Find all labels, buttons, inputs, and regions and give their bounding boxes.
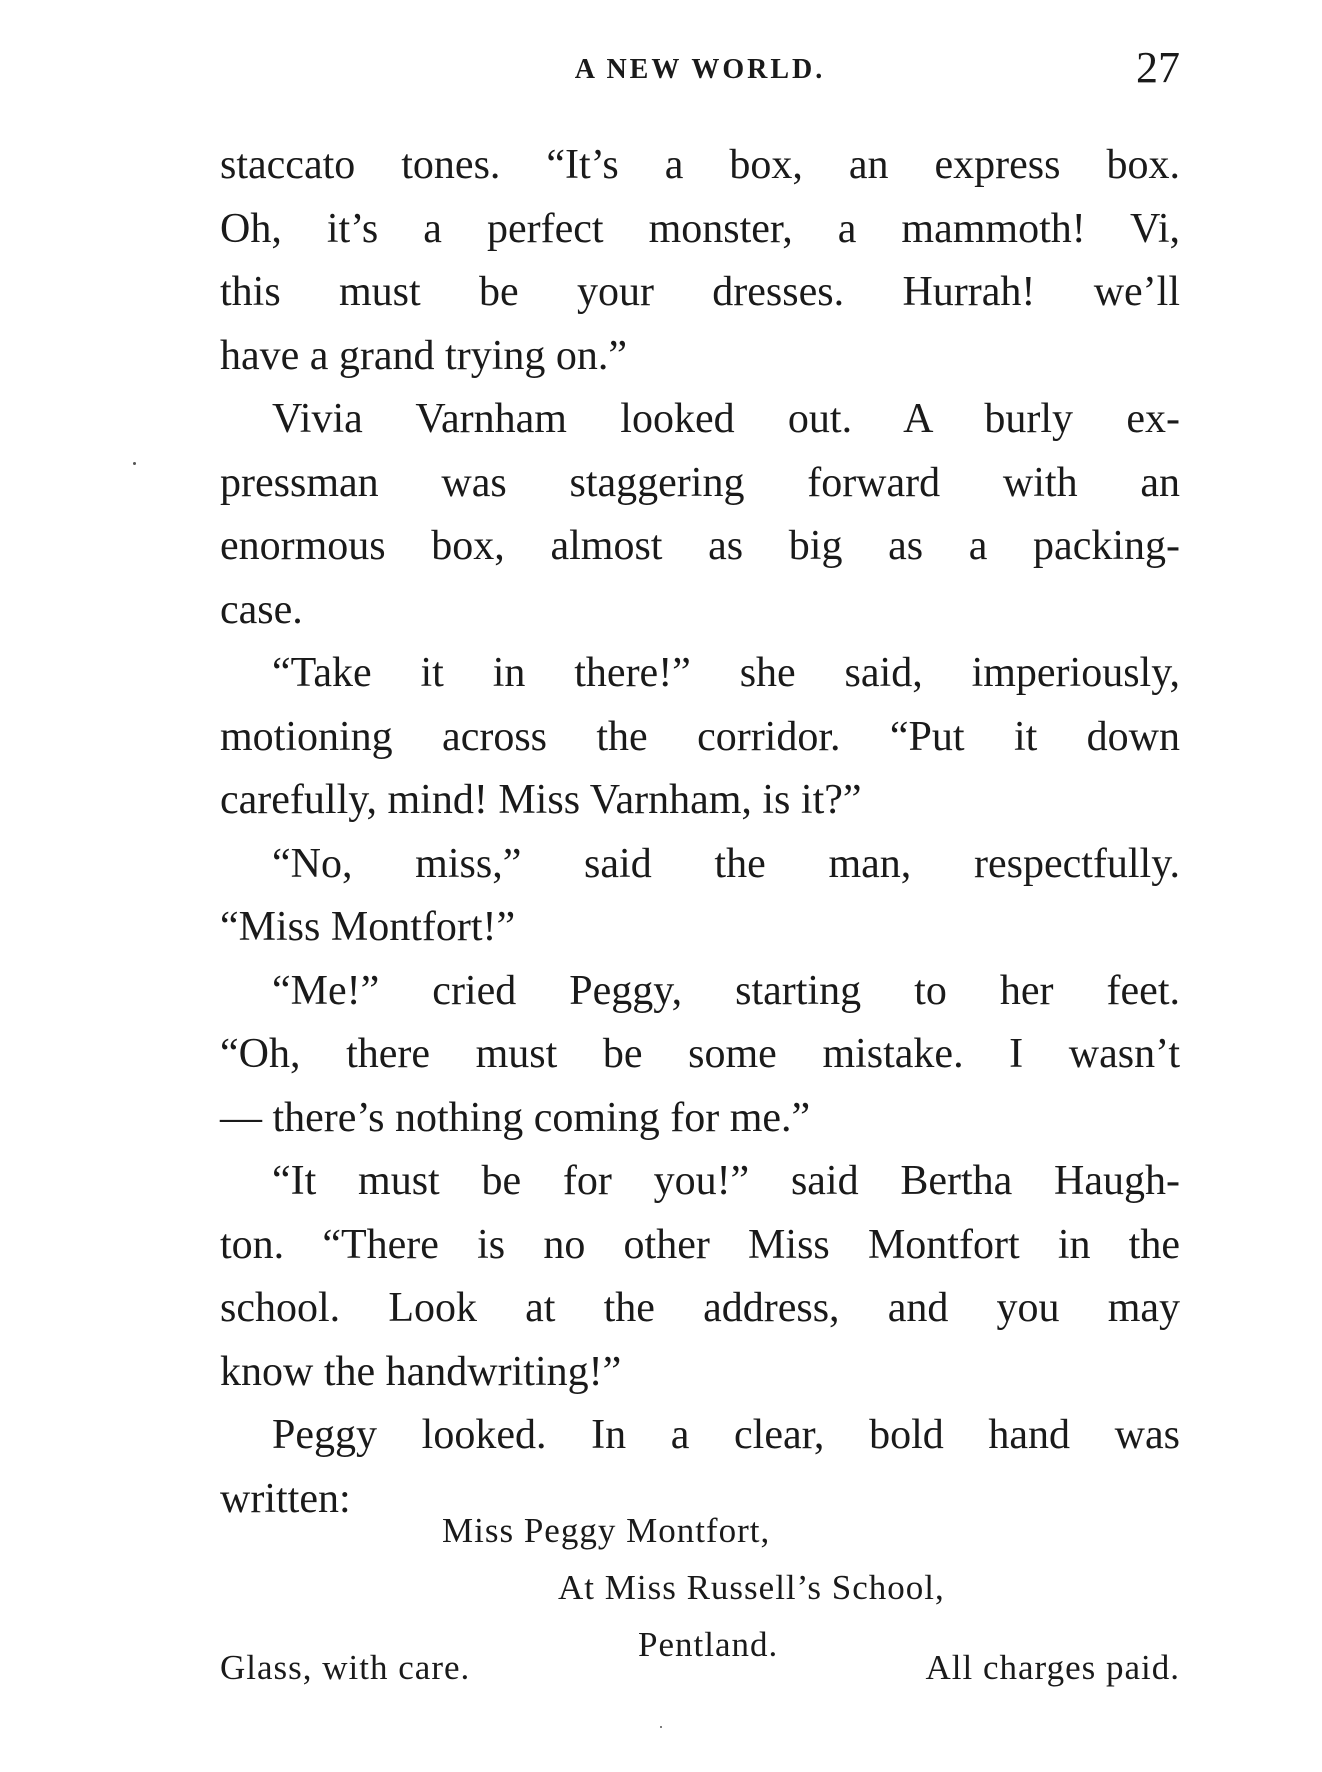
text-line: Oh, it’s a perfect monster, a mammoth! Vi, <box>220 205 1180 252</box>
text-line: “Take it in there!” she said, imperiously, <box>272 650 1180 696</box>
text-line: “It must be for you!” said Bertha Haugh- <box>272 1158 1180 1204</box>
text-line: motioning across the corridor. “Put it down <box>220 713 1180 760</box>
page-number: 27 <box>1136 43 1180 92</box>
text-line: case. <box>220 586 303 633</box>
paper-speck <box>133 462 136 465</box>
text-line: “Me!” cried Peggy, starting to her feet. <box>272 967 1180 1014</box>
body-text <box>220 134 1180 1531</box>
text-line: this must be your dresses. Hurrah! we’ll <box>220 269 1180 315</box>
paper-speck <box>660 1726 662 1728</box>
text-line: “No, miss,” said the man, respectfully. <box>272 840 1180 887</box>
address-line: At Miss Russell’s School, <box>558 1568 945 1607</box>
text-line: pressman was staggering forward with an <box>220 459 1180 506</box>
text-line: enormous box, almost as big as a packing- <box>220 523 1180 569</box>
text-line: “Oh, there must be some mistake. I wasn’t <box>220 1031 1180 1077</box>
text-line: carefully, mind! Miss Varnham, is it?” <box>220 777 862 823</box>
text-line: written: <box>220 1475 351 1522</box>
text-line: “Miss Montfort!” <box>220 904 516 950</box>
text-line: Vivia Varnham looked out. A burly ex- <box>272 396 1180 442</box>
label-note-left: Glass, with care. <box>220 1648 471 1687</box>
address-line: Miss Peggy Montfort, <box>442 1511 771 1550</box>
label-note-right: All charges paid. <box>925 1648 1180 1687</box>
page-header <box>220 42 1180 102</box>
text-line: have a grand trying on.” <box>220 332 628 379</box>
text-line: school. Look at the address, and you may <box>220 1285 1180 1331</box>
text-line: staccato tones. “It’s a box, an express box. <box>220 142 1180 188</box>
text-line: — there’s nothing coming for me.” <box>220 1094 811 1141</box>
text-line: know the handwriting!” <box>220 1348 622 1395</box>
address-line: Pentland. <box>638 1625 779 1664</box>
text-line: Peggy looked. In a clear, bold hand was <box>272 1412 1180 1458</box>
running-title: A NEW WORLD. <box>574 54 826 85</box>
text-line: ton. “There is no other Miss Montfort in the <box>220 1221 1180 1268</box>
